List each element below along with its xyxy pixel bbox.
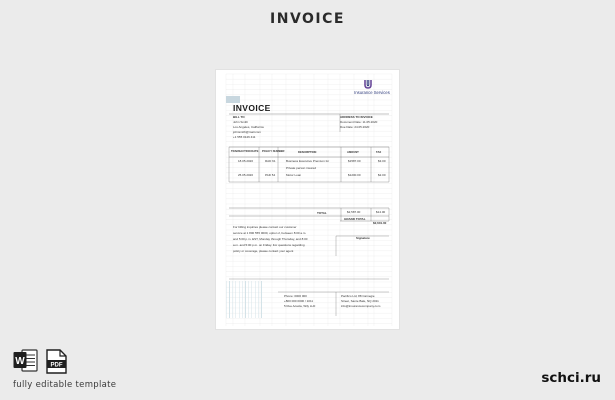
footer-contact-line: +800 000 0000 / 1011 — [284, 299, 314, 303]
row-amount: $1587.00 — [348, 159, 361, 163]
bill-to-line: John Smith — [233, 120, 249, 124]
pdf-document-icon — [46, 349, 67, 374]
row-description: Motor Loan — [286, 173, 302, 177]
total-amount: $2,587.00 — [347, 210, 361, 214]
notes-line: a.m. and 5:00 p.m. on Friday. For questions regarding — [233, 243, 305, 247]
row-tax: $2.00 — [378, 173, 386, 177]
footer-address-line: info@insurancecompany.com — [341, 304, 381, 308]
invoice-title: INVOICE — [233, 103, 271, 113]
company-logo-icon — [363, 79, 373, 89]
row-policy: RAD 61 — [265, 159, 276, 163]
column-header-description: DESCRIPTION — [298, 151, 317, 154]
grand-total-value: $2,601.00 — [373, 221, 387, 225]
address-line: Document Date: 11.05.2020 — [340, 120, 378, 124]
total-tax: $14.00 — [376, 210, 386, 214]
notes-line: policy or coverage, please contact your agent — [233, 249, 294, 253]
row-amount: $1200.00 — [348, 173, 361, 177]
address-label: ADDRESS TO INVOICE — [340, 115, 373, 119]
row-description: Business Executive Premium for — [286, 159, 330, 163]
brand-watermark: schci.ru — [541, 370, 601, 386]
page-title: INVOICE — [270, 11, 345, 27]
row-date: 25.05.2020 — [238, 173, 254, 177]
notes-line: service at 1 800 555 0000, option 2, between 8:00 a.m. — [233, 231, 307, 235]
row-date: 18.05.2020 — [238, 159, 254, 163]
bill-to-line: +1 555 0146 411 — [233, 135, 256, 139]
total-label: TOTAL — [317, 211, 327, 215]
grand-total-label: GRAND TOTAL — [344, 217, 366, 221]
footer-contact-line: 5 Rue Acacia, Wily LLD — [284, 304, 316, 308]
notes-line: and 5:00 p.m. EST, Monday through Thursday, and 8:00 — [233, 237, 308, 241]
column-header-policy: POLICY NUMBER — [262, 150, 285, 153]
column-header-amount: AMOUNT — [347, 151, 359, 154]
signature-label: Signature — [356, 236, 370, 240]
bill-to-line: Los Angeles, California — [233, 125, 264, 129]
bill-to-line: johnsmith@mail.com — [233, 130, 261, 134]
column-header-tax: TAX — [376, 151, 382, 154]
decorative-stripes — [226, 281, 264, 318]
company-name: Insurance Services — [354, 90, 390, 95]
row-description: Private person insured — [286, 166, 317, 170]
template-caption: fully editable template — [13, 380, 117, 390]
column-header-date: TRANSACTION DATE — [231, 150, 259, 153]
footer-contact-line: Phone: 0000 000 — [284, 294, 307, 298]
address-line: Due Date: 24.05.2020 — [340, 125, 370, 129]
format-icons — [13, 349, 67, 374]
row-tax: $3.00 — [378, 159, 386, 163]
title-accent-block — [226, 96, 240, 103]
word-document-icon — [13, 349, 38, 372]
word-icon-label: W — [15, 356, 25, 367]
footer-address-line: Pacifico Ltd, 88 Carnegie — [341, 294, 375, 298]
pdf-icon-label: PDF — [50, 362, 63, 369]
footer-address-line: Street, Sante Bale, NQ 2011 — [341, 299, 379, 303]
row-policy: PAD 54 — [265, 173, 276, 177]
notes-line: For billing inquiries please contact our customer — [233, 225, 297, 229]
bill-to-label: BILL TO — [233, 115, 245, 119]
invoice-preview — [215, 69, 400, 330]
